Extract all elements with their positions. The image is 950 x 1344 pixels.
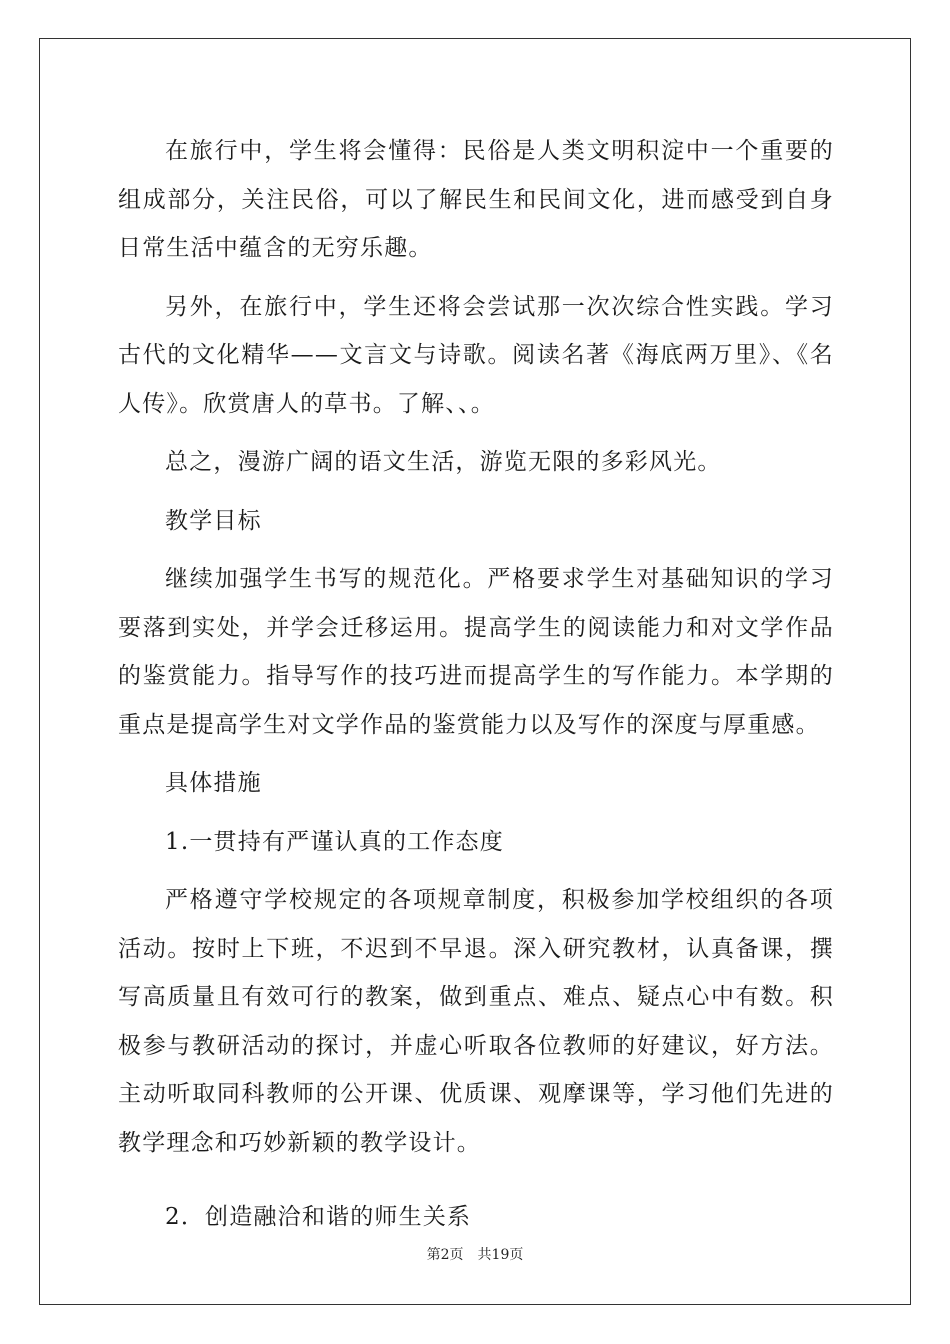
paragraph-folk-customs: 在旅行中，学生将会懂得：民俗是人类文明积淀中一个重要的组成部分，关注民俗，可以了解民生和民间文化，进而感受到自身日常生活中蕴含的无穷乐趣。 [118,138,834,261]
paragraph-summary: 总之，漫游广阔的语文生活，游览无限的多彩风光。 [165,449,722,475]
heading-teaching-goals: 教学目标 [165,507,262,534]
heading-measure-2: 2．创造融洽和谐的师生关系 [165,1204,472,1230]
document-body [118,127,834,1242]
heading-measures: 具体措施 [165,770,262,796]
page-footer [0,1244,950,1264]
page-total: 共19页 [477,1247,524,1263]
paragraph-teaching-goals: 继续加强学生书写的规范化。严格要求学生对基础知识的学习要落到实处，并学会迁移运用。提高学生的阅读能力和对文学作品的鉴赏能力。指导写作的技巧进而提高学生的写作能力。本学期的重点是提高学生对文学作品的鉴赏能力以及写作的深度与厚重感。 [118,566,834,738]
paragraph-measure-1: 严格遵守学校规定的各项规章制度，积极参加学校组织的各项活动。按时上下班，不迟到不早退。深入研究教材，认真备课，撰写高质量且有效可行的教案，做到重点、难点、疑点心中有数。积极参与教研活动的探讨，并虚心听取各位教师的好建议，好方法。主动听取同科教师的公开课、优质课、观摩课等，学习他们先进的教学理念和巧妙新颖的教学设计。 [118,887,834,1156]
heading-measure-1: 1.一贯持有严谨认真的工作态度 [165,828,504,855]
paragraph-practice: 另外，在旅行中，学生还将会尝试那一次次综合性实践。学习古代的文化精华——文言文与诗歌。阅读名著《海底两万里》、《名人传》。欣赏唐人的草书。了解、、。 [118,293,834,417]
page-number: 第2页 [426,1247,464,1263]
